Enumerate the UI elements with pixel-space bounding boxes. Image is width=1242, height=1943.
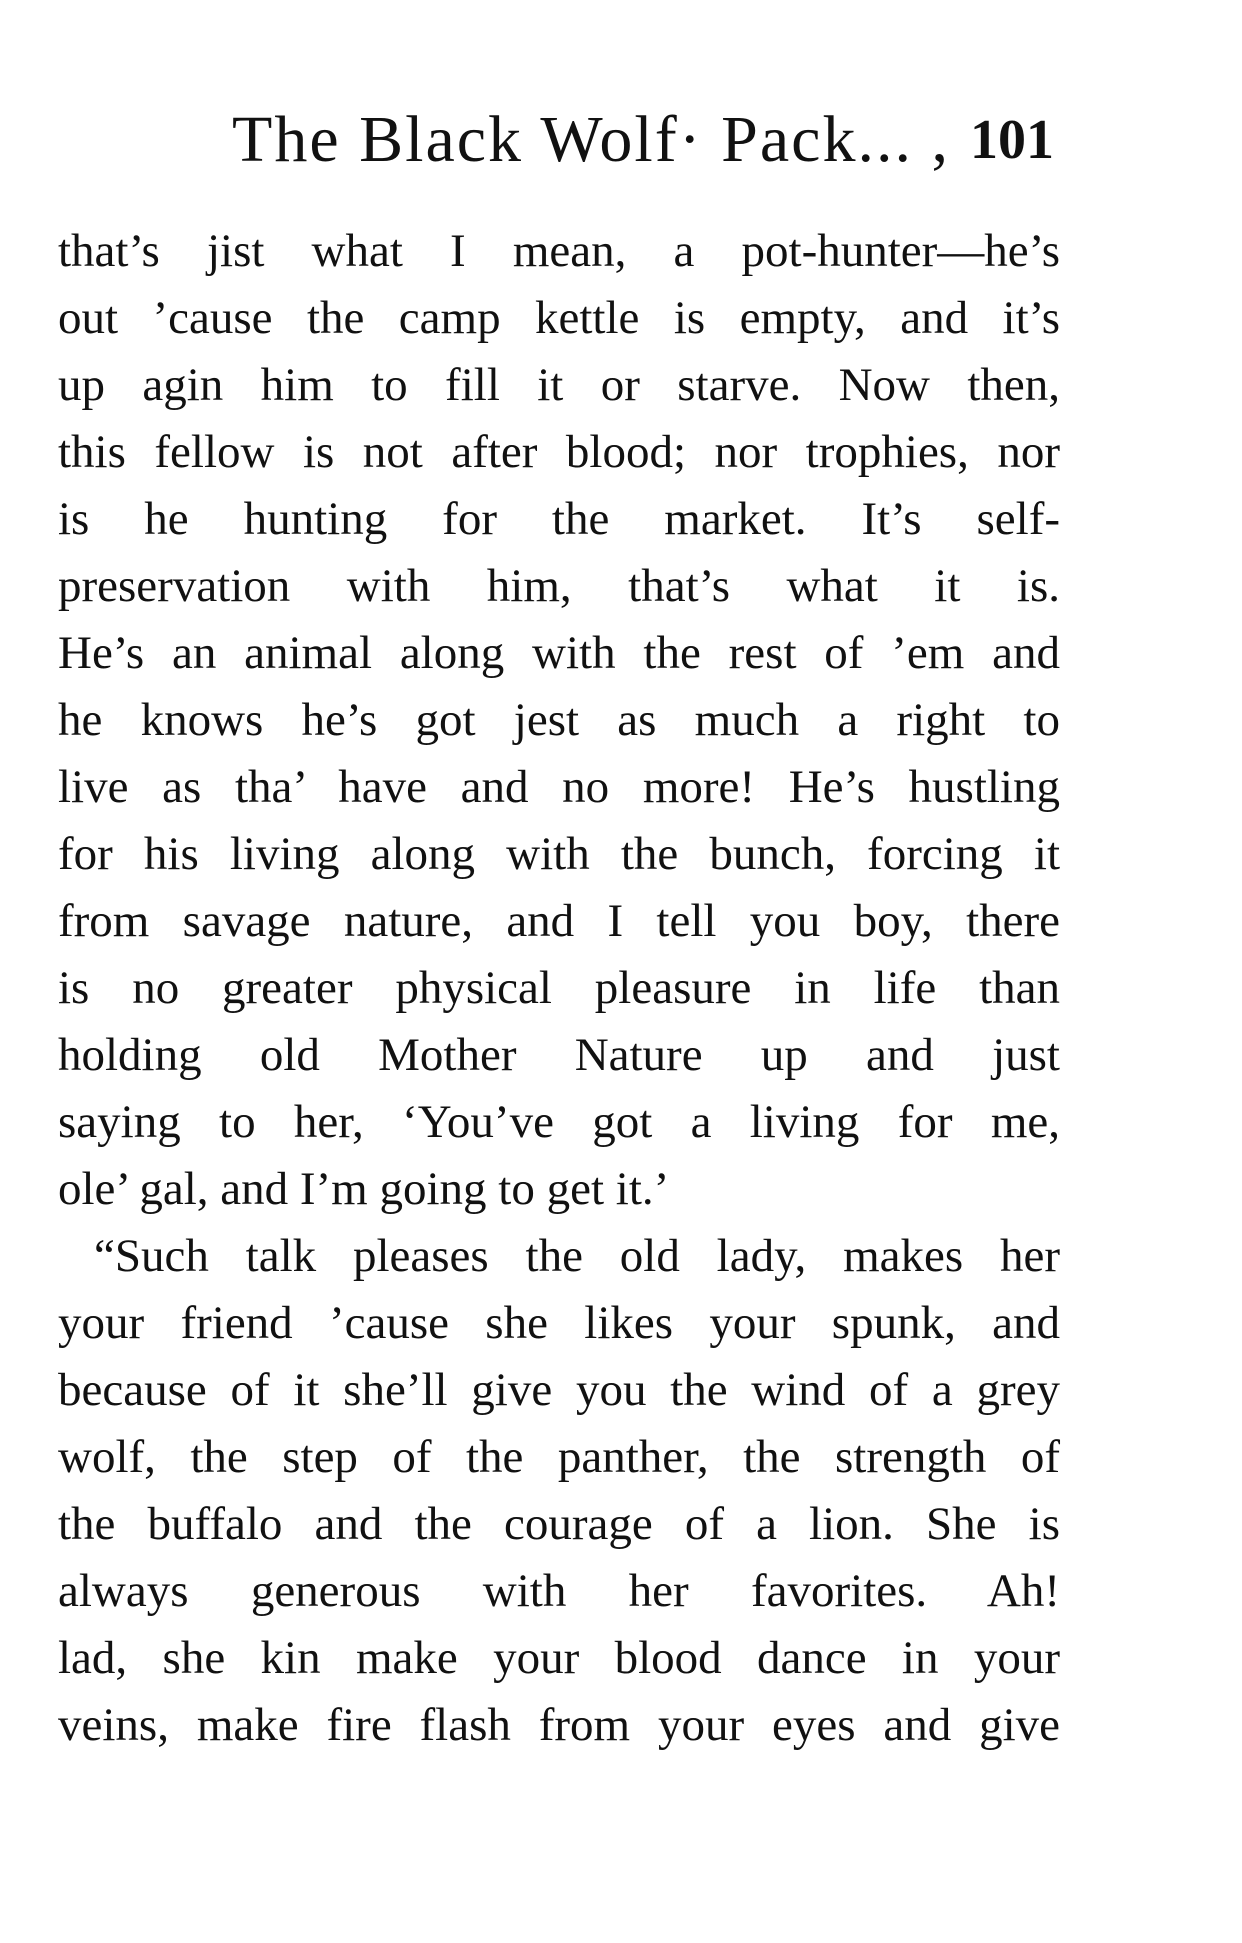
text-line: veins, make fire flash from your eyes and give [58,1699,1060,1751]
text-line: out ’cause the camp kettle is empty, and it’s [58,292,1060,344]
paragraph-last-line: ole’ gal, and I’m going to get it.’ [58,1163,670,1215]
text-line: from savage nature, and I tell you boy, there [58,895,1060,947]
text-line: your friend ’cause she likes your spunk, and [58,1297,1060,1349]
text-line: this fellow is not after blood; nor trophies, nor [58,426,1060,478]
text-line: up agin him to fill it or starve. Now then, [58,359,1060,411]
page-number: 101 [970,109,1054,171]
text-line: is no greater physical pleasure in life than [58,962,1060,1014]
paragraph-first-line: “Such talk pleases the old lady, makes her [94,1230,1060,1282]
text-line: lad, she kin make your blood dance in your [58,1632,1060,1684]
text-line: he knows he’s got jest as much a right to [58,694,1060,746]
text-line: wolf, the step of the panther, the strength of [58,1431,1060,1483]
text-line: the buffalo and the courage of a lion. She is [58,1498,1060,1550]
body-text [58,218,1060,1759]
text-line: that’s jist what I mean, a pot-hunter—he’s [58,225,1060,277]
text-line: always generous with her favorites. Ah! [58,1565,1060,1617]
text-line: is he hunting for the market. It’s self- [58,493,1060,545]
text-line: live as tha’ have and no more! He’s hustling [58,761,1060,813]
text-line: He’s an animal along with the rest of ’em and [58,627,1060,679]
text-line: holding old Mother Nature up and just [58,1029,1060,1081]
running-head [0,100,1242,180]
text-line: saying to her, ‘You’ve got a living for me, [58,1096,1060,1148]
running-title: The Black Wolf· Pack... , [232,103,950,176]
text-line: for his living along with the bunch, forcing it [58,828,1060,880]
text-line: because of it she’ll give you the wind of a grey [58,1364,1060,1416]
text-line: preservation with him, that’s what it is. [58,560,1060,612]
